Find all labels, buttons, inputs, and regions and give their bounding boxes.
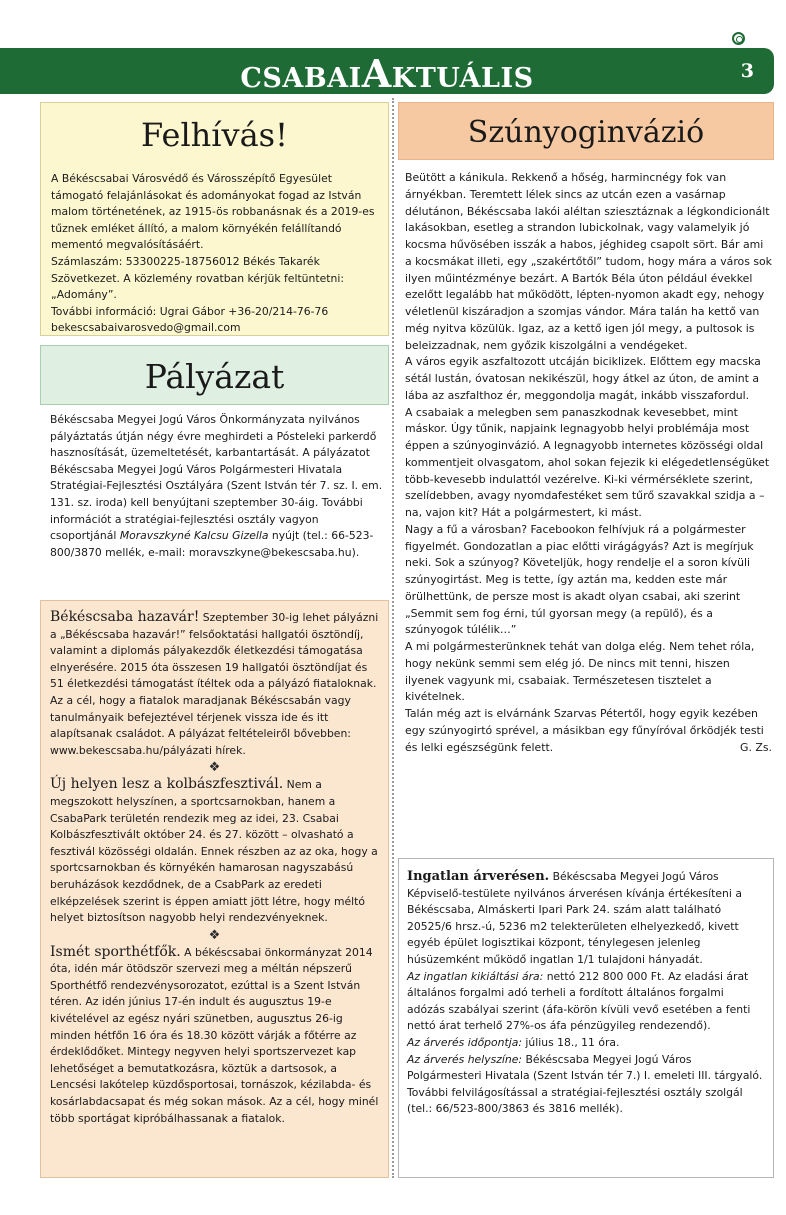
palyazat-contact-name: Moravszkyné Kalcsu Gizella [119,529,269,543]
ornament-separator-icon: ❖ [208,927,221,943]
article-paragraph: Nagy a fű a városban? Facebookon felhívjuk rá a polgármester figyelmét. Gondozatlan a piac előtti virágágyás? Azt is megírjuk neki. Sok a szúnyog? Követeljük, hogy rendelje el a soron kívüli szúnyogirtást. Meg is tette, így aztán ma, kedden este már örülhettünk, de persze most is akadt olyan csabai, aki szerint „Semmit sem fog érni, túl gyorsan megy (a repülő), és a szúnyogok túlélik…” [405,522,754,637]
news-item-text: Szeptember 30-ig lehet pályázni a „Békéscsaba hazavár!” felsőoktatási hallgatói ösztöndíj, valamint a diplomás pályakezdők életkezdési támogatása elnyerésére. 2015 óta összesen 19 hallgatói ösztöndíjat és 51 életkezdési támogatást ítéltek oda a pályázó fiataloknak. Az a cél, hogy a fiatalok maradjanak Békéscsabán vagy tanulmányaik befejeztével térjenek vissza ide és itt alapítsanak családot. A pályázat feltételeiről bővebben: www.bekescsaba.hu/pályázati hírek. [50,611,379,757]
ingatlan-label: Az árverés helyszíne: [407,1052,523,1066]
szunyoginvazio-article [405,170,772,842]
news-item [50,609,379,759]
page-number: 3 [740,60,754,82]
palyazat-title: Pályázat [144,357,285,396]
header-bar [0,48,774,94]
ingatlan-label: Az árverés időpontja: [407,1035,522,1049]
felhivas-box [40,102,389,336]
news-item-lead: Új helyen lesz a kolbászfesztivál. [50,776,284,793]
news-item-text: A békéscsabai önkormányzat 2014 óta, idén már ötödször szervezi meg a méltán népszerű Sporthétfő rendezvénysorozatot, ezúttal is a Szent István téren. Az idén június 17-én indult és augusztus 19-e kivételével az egész nyári szünetben, augusztus 26-ig minden hétfőn 16 óra és 18.30 között várják a főtérre az érdeklődőket. Mintegy negyven helyi sportszervezet kap lehetőséget a bemutatkozásra, köztük a dartsosok, a Lencsési lakótelep küzdősportosai, tornászok, kézilabda- és kosárlabdacsapat és még sokan mások. Az a cél, hogy minél több sportágat kipróbálhassanak a fiatalok. [50,945,379,1125]
szunyoginvazio-title-box [398,102,774,160]
felhivas-paragraph: További információ: Ugrai Gábor +36-20/214-76-76 [51,304,329,318]
masthead-part-1: CSABAI [240,63,362,94]
szunyoginvazio-title: Szúnyoginvázió [467,115,705,150]
ingatlan-text: Békéscsaba Megyei Jogú Város Polgármesteri Hivatala (Szent István tér 7.) I. emeleti III. tárgyaló. További felvilágosítással a stratégiai-fejlesztési osztály szolgál (tel.: 66/523-800/3863 és 3816 mellék). [407,1052,763,1116]
szunyoginvazio-body [405,170,772,756]
ornament-separator-icon: ❖ [208,760,221,776]
ingatlan-text: nettó 212 800 000 Ft. Az eladási árat általános forgalmi adó terheli a fordított általános forgalmi adózás szabályai szerint (áfa-körön kívüli vevő esetében a fenti nettó árat terhelő 27%-os áfa pénzügyileg rendezendő). [407,969,751,1033]
felhivas-paragraph: A Békéscsabai Városvédő és Városszépítő Egyesület támogató felajánlásokat és adományokat fogad az István malom történetének, az 1915-ös robbanásnak és a 2019-es tűznek emléket állító, a malom környékén felállítandó mementó megvalósításáért. [51,172,375,252]
ingatlan-paragraph [407,969,764,1035]
author-signature: G. Zs. [740,740,772,754]
ingatlan-paragraph [407,1035,764,1052]
news-box [40,600,389,1178]
ingatlan-body [399,859,773,1118]
swirl-icon [732,32,745,45]
column-divider [392,98,394,1178]
ingatlan-box [398,858,774,1178]
felhivas-paragraph: Számlaszám: 53300225-18756012 Békés Takarék Szövetkezet. A közlemény rovatban kérjük feltüntetni: „Adomány”. [51,254,344,302]
news-item-lead: Ismét sporthétfők. [50,943,181,960]
article-paragraph-last [405,706,772,756]
felhivas-body [41,165,388,336]
news-item-lead: Békéscsaba hazavár! [50,609,200,625]
palyazat-text-end: nyújt (tel.: 66-523-800/3870 mellék, e-mail: moravszkyne@bekescsaba.hu). [50,529,374,559]
ingatlan-lead: Ingatlan árverésen. [407,869,550,884]
article-paragraph: A mi polgármesterünknek tehát van dolga elég. Nem tehet róla, hogy nekünk semmi sem elég jó. De nincs mit tenni, hiszen ilyenek vagyunk mi, csabaiak. Természetesen tisztelet a kivételnek. [405,640,755,704]
news-body [41,601,388,1127]
article-paragraph-text: Talán még azt is elvárnánk Szarvas Pétertől, hogy egyik kezében egy szúnyogirtó sprével, a másikban egy fűnyíróval őrködjék testi és lelki egészségünk felett. [405,707,764,754]
palyazat-text-main: Békéscsaba Megyei Jogú Város Önkormányzata nyilvános pályáztatás útján négy évre meghirdeti a Pósteleki parkerdő hasznosítását, üzemeltetését, karbantartását. A pályázatot Békéscsaba Megyei Jogú Város Polgármesteri Hivatala Stratégiai-Fejlesztési Osztályára (Szent István tér 7. sz. I. em. 131. sz. iroda) kell benyújtani szeptember 30-áig. További információt a stratégiai-fejlesztési osztály vagyon csoportjánál [50,413,383,543]
ingatlan-text: Békéscsaba Megyei Jogú Város Képviselő-testülete nyilvános árverésen kívánja értékesíteni a Békéscsaba, Almáskerti Ipari Park 24. szám alatt található 20525/6 hrsz.-ú, 5236 m2 telekterületen elhelyezkedő, kivett egyéb épület logisztikai központ, ténylegesen jelenleg húsüzemként működő ingatlan 1/1 tulajdoni hányadát. [407,870,742,966]
palyazat-text-block [50,412,386,592]
felhivas-email: bekescsabaivarosvedo@gmail.com [51,321,241,335]
article-paragraph: A csabaiak a melegben sem panaszkodnak kevesebbet, mint máskor. Úgy tűnik, napjaink legnagyobb helyi problémája most éppen a szúnyoginvázió. A legnagyobb internetes közösségi oldal kommentjeit olvasgatom, ahol sokan fejezik ki elégedetlenségüket több-kevesebb indulattól vezérelve. Ki-ki vérmérséklete szerint, szelídebben, avagy nyomdafestéket sem tűrő szavakkal szidja a – na, vajon kit? Hát a polgármestert, ki mást. [405,405,770,519]
palyazat-paragraph [50,412,386,561]
masthead-part-2: KTUÁLIS [391,63,534,94]
ingatlan-text: július 18., 11 óra. [521,1035,620,1049]
masthead-big-letter: A [361,51,392,96]
ingatlan-label: Az ingatlan kikiáltási ára: [407,969,544,983]
felhivas-title: Felhívás! [141,116,288,154]
ingatlan-paragraph [407,869,764,969]
news-item-text: Nem a megszokott helyszínen, a sportcsarnokban, hanem a CsabaPark területén rendezik meg az idei, 23. Csabai Kolbászfesztivált október 24. és 27. között – olvasható a fesztivál közösségi oldalán. Ennek részben az az oka, hogy a sportcsarnokban és környékén hamarosan nagyszabású beruházások kezdődnek, de a CsabPark az eredeti elképzelések szerint is éppen amiatt jött létre, hogy méltó helyet biztosítson nagyobb helyi rendezvényeknek. [50,778,378,925]
article-paragraph: A város egyik aszfaltozott utcáján biciklizek. Előttem egy macska sétál lustán, óvatosan nekikészül, hogy átkel az úton, de amint a lába az aszfalthoz ér, meggondolja magát, inkább visszafordul. [405,355,761,402]
article-paragraph: Beütött a kánikula. Rekkenő a hőség, harmincnégy fok van árnyékban. Teremtett lélek sincs az utcán ezen a vasárnap délutánon, Békéscsaba lakói aléltan sziesztáznak a légkondicionált lakásokban, esetleg a strandon lubickolnak, vagy valamelyik jó kocsma hűvösében isszák a habos, jéghideg csapolt sört. Bár ami a kocsmákat illeti, egy „szakértőtől” tudom, hogy mára a város sok ilyen műintézménye bezárt. A Bartók Béla úton például évekkel ezelőtt legalább hat működött, lépten-nyomon akadt egy, nehogy véletlenül kiszáradjon a szomjas vándor. Mára talán ha kettő van még nyitva közülük. Igaz, az a kettő igen jól megy, a pultosok is beleizzadnak, nem győzik kiszolgálni a vendégeket. [405,171,772,352]
news-item [50,776,379,926]
ingatlan-paragraph [407,1052,764,1118]
palyazat-title-box [40,345,389,405]
news-item [50,944,379,1128]
masthead [0,48,774,94]
